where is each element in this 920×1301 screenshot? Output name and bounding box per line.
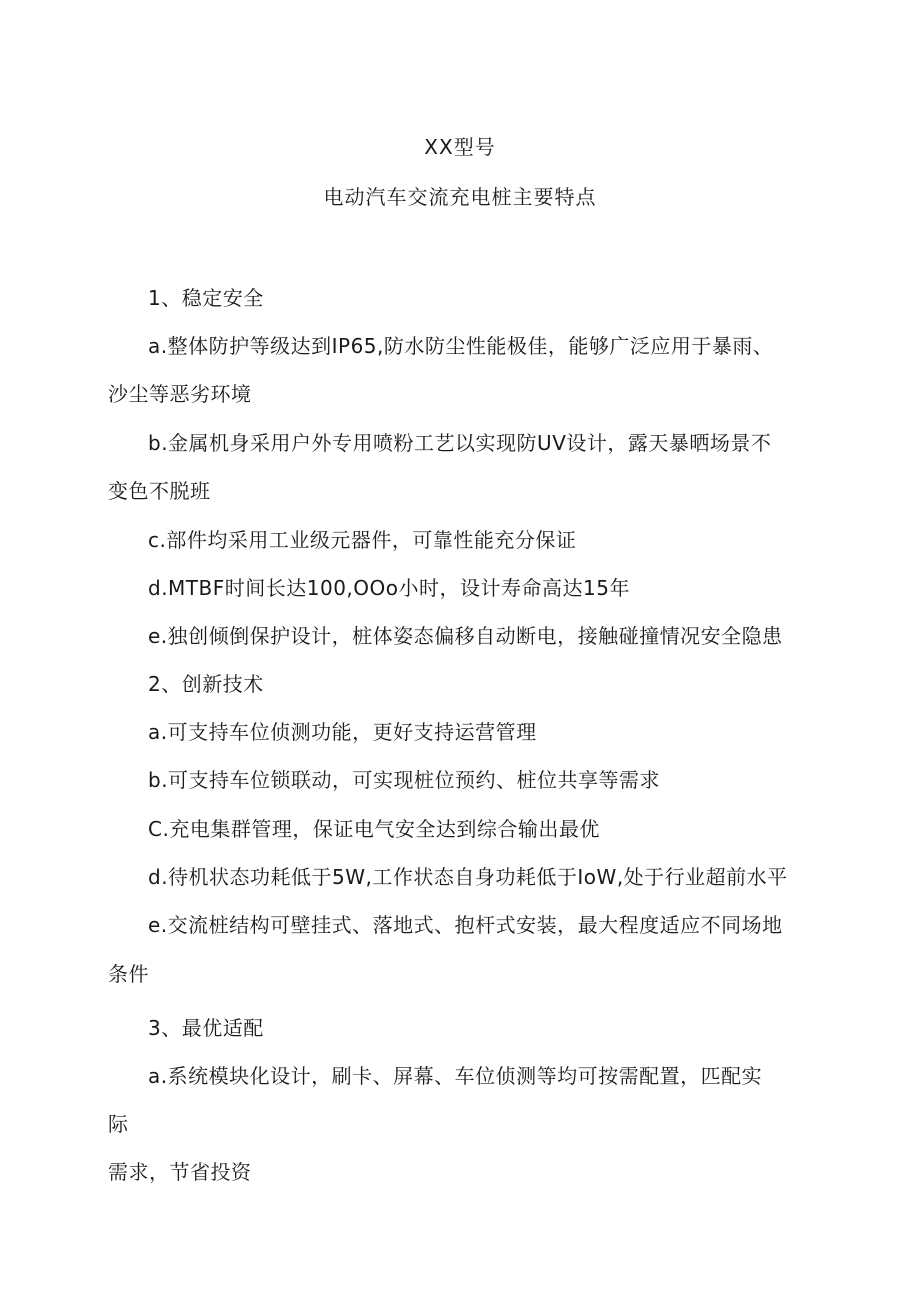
paragraph-line: C.充电集群管理，保证电气安全达到综合输出最优 — [148, 817, 600, 841]
paragraph-line: b.金属机身采用户外专用喷粉工艺以实现防UV设计，露天暴晒场景不 — [148, 431, 772, 455]
paragraph-line: 沙尘等恶劣环境 — [108, 382, 252, 406]
paragraph-line: e.交流桩结构可壁挂式、落地式、抱杆式安装，最大程度适应不同场地 — [148, 913, 783, 937]
document-subtitle: 电动汽车交流充电桩主要特点 — [323, 185, 597, 209]
paragraph-line: d.MTBF时间长达100,OOo小时，设计寿命高达15年 — [148, 576, 630, 600]
paragraph-line: a.系统模块化设计，刷卡、屏幕、车位侦测等均可按需配置，匹配实 — [148, 1064, 763, 1088]
document-title: XX型号 — [424, 135, 496, 159]
paragraph-line: 需求，节省投资 — [108, 1160, 252, 1184]
paragraph-line: 变色不脱班 — [108, 479, 211, 503]
paragraph-line: a.整体防护等级达到IP65,防水防尘性能极佳，能够广泛应用于暴雨、 — [148, 334, 774, 358]
paragraph-line: a.可支持车位侦测功能，更好支持运营管理 — [148, 720, 537, 744]
section-heading: 3、最优适配 — [148, 1016, 264, 1040]
paragraph-line: b.可支持车位锁联动，可实现桩位预约、桩位共享等需求 — [148, 768, 661, 792]
paragraph-line: c.部件均采用工业级元器件，可靠性能充分保证 — [148, 528, 577, 552]
section-heading: 2、创新技术 — [148, 672, 264, 696]
paragraph-line: 条件 — [108, 962, 149, 986]
paragraph-line: d.待机状态功耗低于5W,工作状态自身功耗低于IoW,处于行业超前水平 — [148, 865, 788, 889]
paragraph-line: e.独创倾倒保护设计，桩体姿态偏移自动断电，接触碰撞情况安全隐患 — [148, 624, 783, 648]
section-heading: 1、稳定安全 — [148, 286, 264, 310]
paragraph-line: 际 — [108, 1112, 129, 1136]
